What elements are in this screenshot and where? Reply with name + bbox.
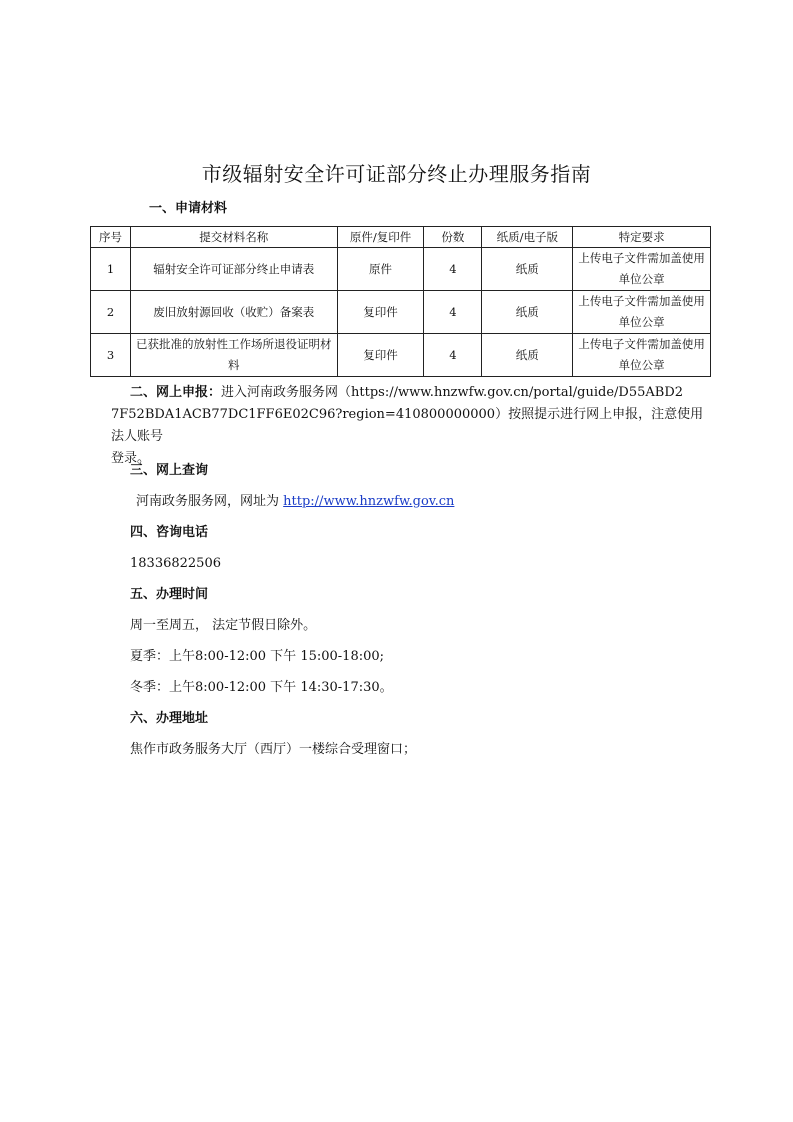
cell-format: 纸质 <box>482 334 573 377</box>
portal-link[interactable]: http://www.hnzwfw.gov.cn <box>283 494 455 509</box>
section-heading-address: 六、办理地址 <box>130 711 209 726</box>
section-heading-materials: 一、申请材料 <box>149 201 228 216</box>
cell-no: 1 <box>91 248 131 291</box>
hours-winter: 冬季：上午8:00-12:00 下午 14:30-17:30。 <box>130 680 393 695</box>
section-heading-phone: 四、咨询电话 <box>130 525 209 540</box>
col-header-name: 提交材料名称 <box>130 227 337 248</box>
phone-number: 18336822506 <box>130 556 221 571</box>
office-address: 焦作市政务服务大厅（西厅）一楼综合受理窗口； <box>130 742 417 757</box>
col-header-req: 特定要求 <box>573 227 711 248</box>
cell-no: 3 <box>91 334 131 377</box>
section-heading-online-apply: 二、网上申报： <box>130 385 222 400</box>
cell-type: 复印件 <box>337 291 424 334</box>
online-application-paragraph <box>111 382 704 470</box>
cell-name: 废旧放射源回收（收贮）备案表 <box>130 291 337 334</box>
online-apply-text-3: 登录。 <box>111 451 151 466</box>
col-header-no: 序号 <box>91 227 131 248</box>
hours-weekdays: 周一至周五， 法定节假日除外。 <box>130 618 317 633</box>
cell-req: 上传电子文件需加盖使用单位公章 <box>573 291 711 334</box>
table-row <box>91 334 711 377</box>
section-heading-online-query: 三、网上查询 <box>130 463 209 478</box>
cell-req: 上传电子文件需加盖使用单位公章 <box>573 248 711 291</box>
page-title: 市级辐射安全许可证部分终止办理服务指南 <box>201 162 592 186</box>
cell-count: 4 <box>424 334 482 377</box>
cell-no: 2 <box>91 291 131 334</box>
col-header-type: 原件/复印件 <box>337 227 424 248</box>
cell-format: 纸质 <box>482 248 573 291</box>
online-apply-text-1: 进入河南政务服务网（https://www.hnzwfw.gov.cn/portal/guide/D55ABD2 <box>221 385 684 400</box>
cell-name: 已获批准的放射性工作场所退役证明材料 <box>130 334 337 377</box>
cell-type: 复印件 <box>337 334 424 377</box>
col-header-count: 份数 <box>424 227 482 248</box>
cell-type: 原件 <box>337 248 424 291</box>
online-query-line <box>136 491 454 513</box>
cell-format: 纸质 <box>482 291 573 334</box>
hours-summer: 夏季：上午8:00-12:00 下午 15:00-18:00; <box>130 649 385 664</box>
section-heading-hours: 五、办理时间 <box>130 587 209 602</box>
online-apply-text-2: 7F52BDA1ACB77DC1FF6E02C96?region=410800000000）按照提示进行网上申报，注意使用法人账号 <box>111 407 704 444</box>
cell-count: 4 <box>424 248 482 291</box>
col-header-format: 纸质/电子版 <box>482 227 573 248</box>
table-row <box>91 248 711 291</box>
cell-name: 辐射安全许可证部分终止申请表 <box>130 248 337 291</box>
cell-req: 上传电子文件需加盖使用单位公章 <box>573 334 711 377</box>
cell-count: 4 <box>424 291 482 334</box>
materials-table <box>90 226 711 377</box>
table-row <box>91 291 711 334</box>
online-query-text: 河南政务服务网，网址为 <box>136 494 280 509</box>
table-header-row <box>91 227 711 248</box>
